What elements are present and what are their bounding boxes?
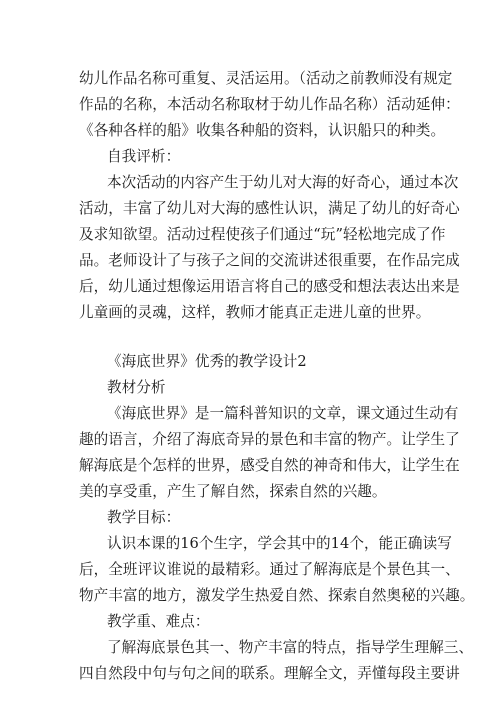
subsection-heading-teaching-goals: 教学目标： <box>107 509 181 526</box>
subsection-heading-key-points: 教学重、难点： <box>107 613 210 630</box>
paragraph-line: 幼儿作品名称可重复、灵活运用。（活动之前教师没有规定 <box>79 70 453 87</box>
paragraph-line: 作品的名称，本活动名称取材于幼儿作品名称）活动延伸： <box>79 96 460 113</box>
paragraph-line: 后，幼儿通过想像运用语言将自己的感受和想法表达出来是 <box>79 278 460 295</box>
paragraph-line: 趣的语言，介绍了海底奇异的景色和丰富的物产。让学生了 <box>79 431 460 448</box>
paragraph-line: 本次活动的内容产生于幼儿对大海的好奇心，通过本次 <box>107 174 459 191</box>
paragraph-line: 活动，丰富了幼儿对大海的感性认识，满足了幼儿的好奇心 <box>79 200 460 217</box>
paragraph-line: 美的享受重，产生了解自然，探索自然的兴趣。 <box>79 483 387 500</box>
paragraph-line: 《各种各样的船》收集各种船的资料，认识船只的种类。 <box>79 122 446 139</box>
paragraph-line: 儿童画的灵魂，这样，教师才能真正走进儿童的世界。 <box>79 304 431 321</box>
paragraph-line: 及求知欲望。活动过程使孩子们通过“玩”轻松地完成了作 <box>79 226 446 243</box>
paragraph-line: 解海底是个怎样的世界，感受自然的神奇和伟大，让学生在 <box>79 457 460 474</box>
paragraph-line: 物产丰富的地方，激发学生热爱自然、探索自然奥秘的兴趣。 <box>79 587 475 604</box>
paragraph-line: 品。老师设计了与孩子之间的交流讲述很重要，在作品完成 <box>79 252 460 269</box>
paragraph-line: 四自然段中句与句之间的联系。理解全文，弄懂每段主要讲 <box>79 665 460 682</box>
paragraph-line: 后，全班评议谁说的最精彩。通过了解海底是个景色其一、 <box>79 561 460 578</box>
section-title: 《海底世界》优秀的教学设计2 <box>107 353 307 370</box>
section-heading-self-evaluation: 自我评析： <box>107 148 181 165</box>
paragraph-line: 了解海底景色其一、物产丰富的特点，指导学生理解三、 <box>107 639 474 656</box>
subsection-heading-material-analysis: 教材分析 <box>107 379 166 396</box>
paragraph-line: 认识本课的16个生字，学会其中的14个，能正确读写 <box>107 535 452 552</box>
paragraph-line: 《海底世界》是一篇科普知识的文章，课文通过生动有 <box>107 405 459 422</box>
